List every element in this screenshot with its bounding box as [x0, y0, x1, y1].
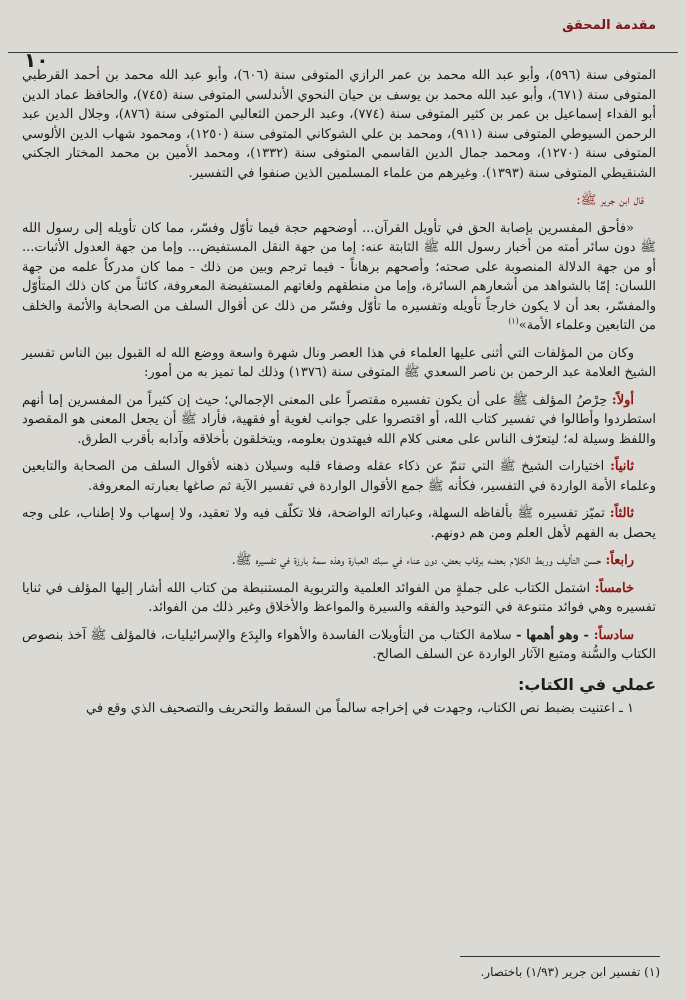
page-body — [22, 66, 656, 726]
point-6-emphasis: - وهو أهمها - — [516, 627, 594, 643]
page-number: ١٠ — [24, 48, 49, 72]
point-2 — [22, 457, 656, 496]
point-3 — [22, 504, 656, 543]
intro-paragraph: وكان من المؤلفات التي أثنى عليها العلماء في هذا العصر ونال شهرة واسعة ووضع الله له القبول بين الناس تفسير الشيخ العلامة عبد الرحمن بن ناصر السعدي ﷺ المتوفى سنة (١٣٧٦) وذلك لما تميز به من أمور: — [22, 345, 656, 380]
point-1-text: حِرْصُ المؤلف ﷺ على أن يكون تفسيره مقتصراً على المعنى الإجمالي؛ حيث إن كثيراً من المفسرين إما أنهم استطردوا وأطالوا في تفسير كتاب الله، أو اقتصروا على جوانب لغوية أو فقهية، فأراد ﷺ أن يجعل المعنى هو المقصود واللفظ وسيلة له؛ ليتعرّف الناس على معنى كلام الله فيهتدون بعلومه، ويتخلقون بأخلاقه وآدابه بأقرب الطرق. — [22, 392, 656, 447]
point-5-label: خامساً: — [594, 580, 635, 596]
footnote: (١) تفسير ابن جرير (١/٩٣) باختصار. — [480, 965, 660, 979]
point-4-label: رابعاً: — [605, 553, 634, 568]
point-6-label: سادساً: — [593, 627, 634, 643]
point-6 — [22, 626, 656, 665]
point-3-label: ثالثاً: — [609, 506, 634, 521]
page-header — [8, 8, 678, 72]
point-2-label: ثانياً: — [610, 459, 634, 474]
point-4 — [22, 551, 656, 571]
work-heading: عملي في الكتاب: — [518, 674, 656, 694]
section-title: مقدمة المحقق — [562, 18, 656, 33]
point-1-label: أولاً: — [611, 392, 634, 408]
footnote-rule — [460, 956, 660, 957]
point-3-text: تميّز تفسيره ﷺ بألفاظه السهلة، وعباراته الواضحة، فلا تكلّف فيه ولا تعقيد، ولا إسهاب ولا إطناب، على وجه يحصل به الفهم لأهل العلم ومن هم دونهم. — [22, 506, 656, 541]
footnote-ref: (١) — [508, 316, 519, 326]
scholars-paragraph: المتوفى سنة (٥٩٦)، وأبو عبد الله محمد بن عمر الرازي المتوفى سنة (٦٠٦)، وأبو عبد الله محمد بن أحمد القرطبي المتوفى سنة (٦٧١)، وأبو عبد الله محمد بن يوسف بن حيان النحوي الأندلسي المتوفى سنة (٧٤٥)، والحافظ عماد الدين أبو الفداء إسماعيل بن عمر بن كثير المتوفى سنة (٧٧٤)، وعبد الرحمن الثعالبي المتوفى سنة (٨٧٦)، وجلال الدين عبد الرحمن السيوطي المتوفى سنة (٩١١)، ومحمد بن علي الشوكاني المتوفى سنة (١٢٥٠)، ومحمود شهاب الدين الألوسي المتوفى سنة (١٢٧٠)، ومحمد جمال الدين القاسمي المتوفى سنة (١٣٣٢)، ومحمد الأمين بن محمد المختار الجكني الشنقيطي المتوفى سنة (١٣٩٣). وغيرهم من علماء المسلمين الذين صنفوا في التفسير. — [22, 68, 657, 181]
work-item-1: ١ ـ اعتنيت بضبط نص الكتاب، وجهدت في إخراجه سالماً من السقط والتحريف والتصحيف الذي وقع في — [86, 700, 634, 716]
point-5-text: اشتمل الكتاب على جملةٍ من الفوائد العلمية والتربوية المستنبطة من كتاب الله أشار إليها المؤلف في ثنايا تفسيره وهي فوائد متنوعة في التوحيد والفقه والسيرة والمواعظ والأخلاق وغير ذلك من الفوائد. — [22, 580, 656, 615]
point-6-text: سلامة الكتاب من التأويلات الفاسدة والأهواء والبِدَع والإسرائيليات، فالمؤلف ﷺ آخذ بنصوص الكتاب والسُّنة ومتبع الآثار الواردة عن السلف الصالح. — [22, 627, 656, 662]
header-rule — [8, 52, 678, 53]
point-2-text: اختيارات الشيخ ﷺ التي تنمّ عن ذكاء عقله وصفاء قلبه وسيلان ذهنه لأقوال السلف من الصحابة والتابعين وعلماء الأمة الواردة في التفسير، فكأنه ﷺ جمع الأقوال الواردة في تفسير الآية ثم صاغها بعبارته المعروفة. — [22, 459, 656, 494]
point-1 — [22, 391, 656, 450]
quote-intro: قال ابن جرير ﷺ: — [576, 193, 644, 208]
quote-text: «فأحق المفسرين بإصابة الحق في تأويل القرآن... أوضحهم حجة فيما تأوّل وفسّر، مما كان تأويله إلى رسول الله ﷺ دون سائر أمته من أخبار رسول الله ﷺ الثابتة عنه: إما من جهة النقل المستفيض... وإما من جهة العدول الأثبات... أو من جهة الدلالة المنصوبة على صحته؛ وأصحهم برهاناً - فيما ترجم وبين من ذلك - مما كان مدركاً علمه من جهة اللسان: إمّا بالشواهد من أشعارهم السائرة، وإما من منطقهم ولغاتهم المستفيضة المعروفة، كائناً من كان ذلك المتأوّل والمفسّر، بعد أن لا يكون خارجاً تأويله وتفسيره ما تأوّل وفسّر من ذلك عن أقوال السلف من الصحابة والأئمة والخلف من التابعين وعلماء الأمة» — [22, 220, 656, 333]
quote-paragraph — [22, 219, 656, 336]
point-4-text: حسن التأليف وربط الكلام بعضه برقاب بعض، دون عناء في سبك العبارة وهذه سمة بارزة في تفسيره ﷺ. — [231, 553, 606, 568]
point-5 — [22, 579, 656, 618]
